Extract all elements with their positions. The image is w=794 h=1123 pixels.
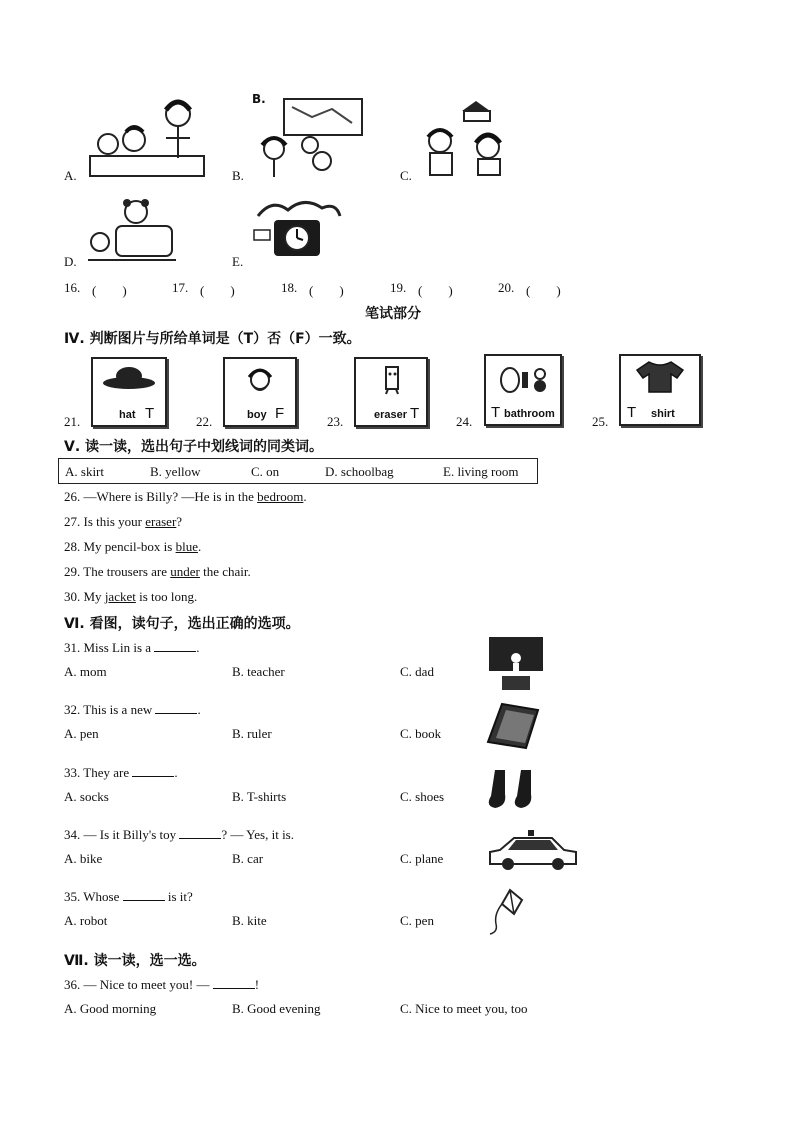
underlined-word: jacket bbox=[104, 589, 136, 604]
phone-call-picture bbox=[422, 97, 514, 179]
choice-b[interactable]: B. T-shirts bbox=[232, 789, 287, 804]
section-6-title: Ⅵ. 看图，读句子，选出正确的选项。 bbox=[64, 616, 300, 632]
question-28: 28. My pencil-box is blue. bbox=[64, 539, 202, 554]
card-word: boy bbox=[247, 409, 267, 421]
option-d-label: D. bbox=[64, 254, 77, 269]
card-word: shirt bbox=[651, 408, 675, 420]
question-30: 30. My jacket is too long. bbox=[64, 589, 198, 604]
underlined-word: under bbox=[170, 564, 200, 579]
teacher-blackboard-icon bbox=[488, 636, 544, 692]
girl-icon bbox=[245, 365, 275, 395]
choice-b[interactable]: B. ruler bbox=[232, 726, 272, 741]
question-36-stem: 36. — Nice to meet you! — ! bbox=[64, 977, 260, 992]
word-options-box bbox=[58, 458, 538, 484]
question-29: 29. The trousers are under the chair. bbox=[64, 564, 251, 579]
choice-a[interactable]: A. socks bbox=[64, 789, 109, 804]
choice-c[interactable]: C. plane bbox=[400, 851, 444, 866]
choice-a[interactable]: A. pen bbox=[64, 726, 99, 741]
answer-mark[interactable]: T bbox=[410, 405, 420, 422]
question-number: 25. bbox=[592, 414, 609, 429]
word-option: B. yellow bbox=[150, 464, 201, 479]
question-number: 21. bbox=[64, 414, 81, 429]
question-number: 18. bbox=[281, 280, 298, 295]
question-31-stem: 31. Miss Lin is a . bbox=[64, 640, 200, 655]
answer-blank[interactable] bbox=[123, 888, 165, 901]
choice-a[interactable]: A. mom bbox=[64, 664, 107, 679]
answer-bracket[interactable]: ( ) bbox=[309, 283, 344, 298]
answer-blank[interactable] bbox=[132, 764, 174, 777]
card-shirt bbox=[619, 354, 701, 426]
answer-mark[interactable]: T bbox=[491, 404, 501, 421]
card-word: eraser bbox=[374, 409, 408, 421]
written-part-heading: 笔试部分 bbox=[365, 306, 421, 322]
choice-a[interactable]: A. bike bbox=[64, 851, 103, 866]
option-e-label: E. bbox=[232, 254, 244, 269]
answer-bracket[interactable]: ( ) bbox=[418, 283, 453, 298]
answer-blank[interactable] bbox=[155, 701, 197, 714]
word-option: A. skirt bbox=[65, 464, 104, 479]
question-number: 24. bbox=[456, 414, 473, 429]
choice-c[interactable]: C. Nice to meet you, too bbox=[400, 1001, 528, 1016]
word-option: D. schoolbag bbox=[325, 464, 394, 479]
question-number: 16. bbox=[64, 280, 81, 295]
choice-b[interactable]: B. kite bbox=[232, 913, 267, 928]
question-number: 20. bbox=[498, 280, 515, 295]
question-33-stem: 33. They are . bbox=[64, 765, 178, 780]
card-bathroom bbox=[484, 354, 562, 426]
underlined-word: blue bbox=[175, 539, 198, 554]
bear-bedtime-picture bbox=[86, 198, 178, 266]
word-option: C. on bbox=[251, 464, 280, 479]
section-4-title: Ⅳ. 判断图片与所给单词是（T）否（F）一致。 bbox=[64, 331, 361, 347]
socks-icon bbox=[487, 768, 541, 810]
bathroom-icon bbox=[492, 360, 554, 394]
answer-mark[interactable]: T bbox=[145, 405, 155, 422]
option-b-label: B. bbox=[232, 168, 244, 183]
answer-blank[interactable] bbox=[154, 639, 196, 652]
section-7-title: Ⅶ. 读一读，选一选。 bbox=[64, 953, 206, 969]
answer-bracket[interactable]: ( ) bbox=[526, 283, 561, 298]
card-boy bbox=[223, 357, 297, 427]
kite-icon bbox=[486, 888, 526, 938]
underlined-word: eraser bbox=[145, 514, 177, 529]
choice-b[interactable]: B. car bbox=[232, 851, 264, 866]
choice-b[interactable]: B. Good evening bbox=[232, 1001, 321, 1016]
shirt-icon bbox=[635, 360, 685, 394]
question-34-stem: 34. — Is it Billy's toy ? — Yes, it is. bbox=[64, 827, 294, 842]
choice-b[interactable]: B. teacher bbox=[232, 664, 285, 679]
answer-blank[interactable] bbox=[179, 826, 221, 839]
card-word: hat bbox=[119, 409, 136, 421]
clock-picture bbox=[252, 196, 342, 264]
option-a-label: A. bbox=[64, 168, 77, 183]
card-word: bathroom bbox=[504, 408, 555, 420]
choice-a[interactable]: A. robot bbox=[64, 913, 108, 928]
children-picture bbox=[252, 97, 364, 179]
hat-icon bbox=[101, 365, 157, 391]
word-option: E. living room bbox=[443, 464, 519, 479]
car-icon bbox=[488, 828, 580, 872]
choice-a[interactable]: A. Good morning bbox=[64, 1001, 157, 1016]
choice-c[interactable]: C. book bbox=[400, 726, 442, 741]
question-27: 27. Is this your eraser? bbox=[64, 514, 183, 529]
question-number: 22. bbox=[196, 414, 213, 429]
answer-bracket[interactable]: ( ) bbox=[92, 283, 127, 298]
question-32-stem: 32. This is a new . bbox=[64, 702, 201, 717]
family-picture bbox=[86, 98, 208, 180]
choice-c[interactable]: C. pen bbox=[400, 913, 434, 928]
answer-blank[interactable] bbox=[213, 976, 255, 989]
card-eraser bbox=[354, 357, 428, 427]
answer-bracket[interactable]: ( ) bbox=[200, 283, 235, 298]
answer-mark[interactable]: F bbox=[275, 405, 285, 422]
option-c-label: C. bbox=[400, 168, 412, 183]
question-35-stem: 35. Whose is it? bbox=[64, 889, 193, 904]
book-icon bbox=[486, 702, 540, 750]
question-26: 26. —Where is Billy? —He is in the bedroom. bbox=[64, 489, 307, 504]
eraser-icon bbox=[380, 363, 404, 395]
choice-c[interactable]: C. shoes bbox=[400, 789, 445, 804]
underlined-word: bedroom bbox=[257, 489, 304, 504]
question-number: 19. bbox=[390, 280, 407, 295]
question-number: 23. bbox=[327, 414, 344, 429]
choice-c[interactable]: C. dad bbox=[400, 664, 434, 679]
section-5-title: Ⅴ. 读一读，选出句子中划线词的同类词。 bbox=[64, 439, 324, 455]
picture-b-tag: B. bbox=[252, 92, 266, 106]
answer-mark[interactable]: T bbox=[627, 404, 637, 421]
card-hat bbox=[91, 357, 167, 427]
question-number: 17. bbox=[172, 280, 189, 295]
